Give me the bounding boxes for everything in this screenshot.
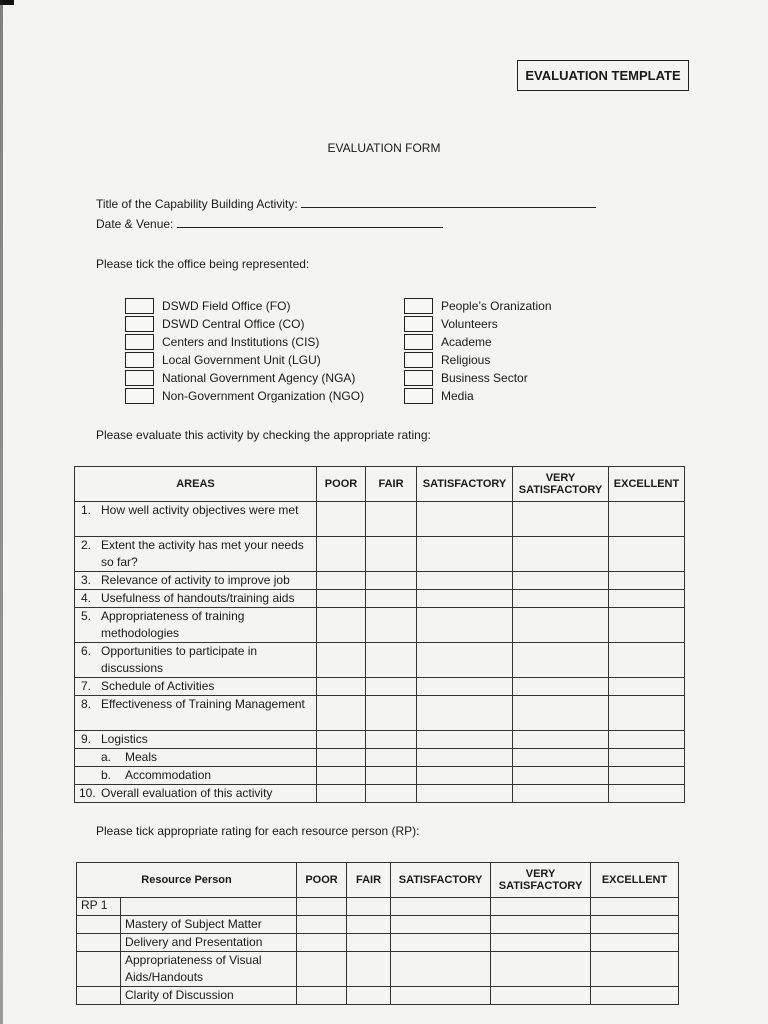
rp-header-very-satisfactory: VERY SATISFACTORY <box>491 863 591 898</box>
rp-rating-checkbox-cell[interactable] <box>391 934 491 952</box>
rating-checkbox-cell[interactable] <box>366 502 417 537</box>
rating-area-cell <box>75 590 317 608</box>
rp-rating-checkbox-cell[interactable] <box>591 952 679 987</box>
office-checkbox[interactable] <box>125 316 154 332</box>
rp-header-fair: FAIR <box>347 863 391 898</box>
rating-checkbox-cell[interactable] <box>417 643 513 678</box>
office-option <box>125 333 364 351</box>
rating-row <box>75 731 685 749</box>
rating-checkbox-cell[interactable] <box>366 749 417 767</box>
rp-empty-cell <box>391 898 491 916</box>
rp-rating-checkbox-cell[interactable] <box>347 916 391 934</box>
rating-table-body <box>75 502 685 803</box>
area-label: Relevance of activity to improve job <box>101 573 290 587</box>
rating-checkbox-cell[interactable] <box>609 696 685 731</box>
office-checkbox[interactable] <box>404 388 433 404</box>
rating-checkbox-cell[interactable] <box>609 590 685 608</box>
rating-area-cell <box>75 572 317 590</box>
rating-row <box>75 590 685 608</box>
rp-criterion-row <box>77 934 679 952</box>
rating-area-cell <box>75 678 317 696</box>
office-checkbox[interactable] <box>125 352 154 368</box>
office-checkbox[interactable] <box>125 334 154 350</box>
area-number: 9. <box>81 732 92 746</box>
area-label: Overall evaluation of this activity <box>101 786 273 800</box>
rating-checkbox-cell[interactable] <box>609 572 685 590</box>
rp-empty-cell <box>491 898 591 916</box>
area-number: 10. <box>79 786 96 800</box>
date-venue-blank[interactable] <box>177 215 443 228</box>
rating-checkbox-cell[interactable] <box>317 767 366 785</box>
rating-row <box>75 572 685 590</box>
rating-row <box>75 696 685 731</box>
area-label: How well activity objectives were met <box>101 503 299 517</box>
rating-checkbox-cell[interactable] <box>417 749 513 767</box>
area-number: 6. <box>81 644 92 658</box>
rp-rating-checkbox-cell[interactable] <box>391 952 491 987</box>
office-option <box>404 333 552 351</box>
area-number: 8. <box>81 697 92 711</box>
rating-checkbox-cell[interactable] <box>417 572 513 590</box>
office-option <box>125 351 364 369</box>
header-excellent: EXCELLENT <box>609 467 685 502</box>
rating-checkbox-cell[interactable] <box>317 537 366 572</box>
rating-checkbox-cell[interactable] <box>513 643 609 678</box>
rating-area-cell <box>75 696 317 731</box>
area-number: b. <box>101 768 112 782</box>
rating-instruction: Please evaluate this activity by checking the appropriate rating: <box>96 428 431 442</box>
rating-row <box>75 678 685 696</box>
rating-checkbox-cell[interactable] <box>513 608 609 643</box>
office-list-left <box>125 297 364 405</box>
office-option-label: DSWD Field Office (FO) <box>162 299 291 313</box>
rp-indent-cell <box>77 934 121 952</box>
rating-checkbox-cell[interactable] <box>609 537 685 572</box>
rating-checkbox-cell[interactable] <box>513 696 609 731</box>
rating-checkbox-cell[interactable] <box>366 678 417 696</box>
area-label: Effectiveness of Training Management <box>101 697 305 711</box>
rating-checkbox-cell[interactable] <box>513 590 609 608</box>
rating-checkbox-cell[interactable] <box>366 572 417 590</box>
office-checkbox[interactable] <box>125 370 154 386</box>
rating-checkbox-cell[interactable] <box>609 643 685 678</box>
rating-checkbox-cell[interactable] <box>417 590 513 608</box>
rating-checkbox-cell[interactable] <box>417 731 513 749</box>
rp-table-body <box>77 898 679 1005</box>
rating-area-cell <box>75 749 317 767</box>
office-option <box>404 351 552 369</box>
rating-checkbox-cell[interactable] <box>317 590 366 608</box>
rating-table-header <box>75 467 685 502</box>
rp-criterion-label: Clarity of Discussion <box>121 987 297 1005</box>
rating-checkbox-cell[interactable] <box>317 643 366 678</box>
rating-checkbox-cell[interactable] <box>513 678 609 696</box>
area-number: a. <box>101 750 112 764</box>
resource-person-table <box>76 862 679 1005</box>
rating-checkbox-cell[interactable] <box>366 696 417 731</box>
rp-rating-checkbox-cell[interactable] <box>491 987 591 1005</box>
office-option-label: National Government Agency (NGA) <box>162 371 356 385</box>
area-label: Appropriateness of training methodologies <box>101 609 245 640</box>
rp-criterion-row <box>77 916 679 934</box>
header-areas: AREAS <box>75 467 317 502</box>
office-checkbox[interactable] <box>404 316 433 332</box>
area-label: Meals <box>125 750 158 764</box>
header-resource-person: Resource Person <box>77 863 297 898</box>
rating-checkbox-cell[interactable] <box>317 502 366 537</box>
rp-indent-cell <box>77 916 121 934</box>
rp-empty-cell <box>297 898 347 916</box>
rating-checkbox-cell[interactable] <box>366 608 417 643</box>
office-checkbox[interactable] <box>404 334 433 350</box>
rating-checkbox-cell[interactable] <box>513 537 609 572</box>
rating-row <box>75 537 685 572</box>
rp-header-poor: POOR <box>297 863 347 898</box>
activity-title-label: Title of the Capability Building Activity: <box>96 197 298 211</box>
rp-criterion-label: Delivery and Presentation <box>121 934 297 952</box>
rating-checkbox-cell[interactable] <box>317 696 366 731</box>
office-option-label: DSWD Central Office (CO) <box>162 317 305 331</box>
area-number: 5. <box>81 609 92 623</box>
office-option <box>404 387 552 405</box>
rp-rating-checkbox-cell[interactable] <box>591 934 679 952</box>
rp-rating-checkbox-cell[interactable] <box>297 916 347 934</box>
rating-checkbox-cell[interactable] <box>417 537 513 572</box>
rp-rating-checkbox-cell[interactable] <box>491 916 591 934</box>
office-instruction: Please tick the office being represented: <box>96 257 310 271</box>
rating-checkbox-cell[interactable] <box>317 749 366 767</box>
rating-checkbox-cell[interactable] <box>609 767 685 785</box>
office-option <box>404 297 552 315</box>
office-option-label: Centers and Institutions (CIS) <box>162 335 320 349</box>
rating-checkbox-cell[interactable] <box>366 643 417 678</box>
rating-area-cell <box>75 608 317 643</box>
office-option-label: Religious <box>441 353 491 367</box>
area-label: Logistics <box>101 732 148 746</box>
rating-checkbox-cell[interactable] <box>366 731 417 749</box>
rating-row <box>75 785 685 803</box>
activity-rating-table <box>74 466 685 803</box>
rating-checkbox-cell[interactable] <box>417 767 513 785</box>
rating-area-cell <box>75 537 317 572</box>
rating-row <box>75 767 685 785</box>
area-label: Schedule of Activities <box>101 679 215 693</box>
header-poor: POOR <box>317 467 366 502</box>
area-label: Opportunities to participate in discussions <box>101 644 258 675</box>
rating-checkbox-cell[interactable] <box>317 785 366 803</box>
rp-rating-checkbox-cell[interactable] <box>491 934 591 952</box>
rating-checkbox-cell[interactable] <box>366 590 417 608</box>
area-label: Extent the activity has met your needs so far? <box>101 538 304 569</box>
area-label: Usefulness of handouts/training aids <box>101 591 295 605</box>
rating-checkbox-cell[interactable] <box>317 731 366 749</box>
rp-name-cell[interactable] <box>121 898 297 916</box>
form-title: EVALUATION FORM <box>327 141 441 155</box>
rp-instruction: Please tick appropriate rating for each resource person (RP): <box>96 824 420 838</box>
rp-label-cell: RP 1 <box>77 898 121 916</box>
rating-checkbox-cell[interactable] <box>417 608 513 643</box>
rating-area-cell <box>75 643 317 678</box>
rp-rating-checkbox-cell[interactable] <box>591 987 679 1005</box>
area-number: 4. <box>81 591 92 605</box>
rating-area-cell <box>75 731 317 749</box>
rp-rating-checkbox-cell[interactable] <box>297 952 347 987</box>
rating-row <box>75 608 685 643</box>
rp-rating-checkbox-cell[interactable] <box>391 987 491 1005</box>
header-fair: FAIR <box>366 467 417 502</box>
activity-title-blank[interactable] <box>301 195 596 208</box>
date-venue-field <box>96 215 443 231</box>
office-option <box>125 369 364 387</box>
area-number: 1. <box>81 503 92 517</box>
rp-criterion-label: Mastery of Subject Matter <box>121 916 297 934</box>
rp-criterion-row <box>77 987 679 1005</box>
rating-checkbox-cell[interactable] <box>609 749 685 767</box>
rating-area-cell <box>75 502 317 537</box>
office-option-label: Non-Government Organization (NGO) <box>162 389 365 403</box>
rating-checkbox-cell[interactable] <box>317 608 366 643</box>
office-checkbox[interactable] <box>125 388 154 404</box>
office-option <box>125 297 364 315</box>
rating-checkbox-cell[interactable] <box>417 785 513 803</box>
rating-row <box>75 502 685 537</box>
rating-checkbox-cell[interactable] <box>417 502 513 537</box>
rp-rating-checkbox-cell[interactable] <box>591 916 679 934</box>
office-option <box>125 315 364 333</box>
office-checkbox[interactable] <box>404 352 433 368</box>
rating-checkbox-cell[interactable] <box>317 678 366 696</box>
rp-rating-checkbox-cell[interactable] <box>297 934 347 952</box>
rp-rating-checkbox-cell[interactable] <box>347 952 391 987</box>
date-venue-label: Date & Venue: <box>96 217 174 231</box>
rp-row <box>77 898 679 916</box>
rp-rating-checkbox-cell[interactable] <box>297 987 347 1005</box>
rp-table-header <box>77 863 679 898</box>
rating-checkbox-cell[interactable] <box>513 731 609 749</box>
rating-checkbox-cell[interactable] <box>513 502 609 537</box>
rp-rating-checkbox-cell[interactable] <box>391 916 491 934</box>
rating-checkbox-cell[interactable] <box>609 608 685 643</box>
rating-checkbox-cell[interactable] <box>513 785 609 803</box>
rp-criterion-row <box>77 952 679 987</box>
office-checkbox[interactable] <box>404 298 433 314</box>
office-option <box>404 369 552 387</box>
rating-checkbox-cell[interactable] <box>513 749 609 767</box>
rp-header-excellent: EXCELLENT <box>591 863 679 898</box>
template-label-box: EVALUATION TEMPLATE <box>517 60 689 91</box>
rp-header-satisfactory: SATISFACTORY <box>391 863 491 898</box>
rating-checkbox-cell[interactable] <box>513 572 609 590</box>
office-option-label: Academe <box>441 335 492 349</box>
rating-checkbox-cell[interactable] <box>609 785 685 803</box>
office-list-right <box>404 297 552 405</box>
office-option-label: Volunteers <box>441 317 498 331</box>
rating-checkbox-cell[interactable] <box>366 767 417 785</box>
office-checkbox[interactable] <box>404 370 433 386</box>
rating-area-cell <box>75 767 317 785</box>
rp-rating-checkbox-cell[interactable] <box>347 987 391 1005</box>
rating-area-cell <box>75 785 317 803</box>
rating-checkbox-cell[interactable] <box>366 785 417 803</box>
rating-row <box>75 643 685 678</box>
rp-indent-cell <box>77 987 121 1005</box>
rating-row <box>75 749 685 767</box>
area-label: Accommodation <box>125 768 212 782</box>
rp-empty-cell <box>347 898 391 916</box>
rating-checkbox-cell[interactable] <box>513 767 609 785</box>
office-option-label: Business Sector <box>441 371 528 385</box>
office-checkbox[interactable] <box>125 298 154 314</box>
rating-checkbox-cell[interactable] <box>417 696 513 731</box>
area-number: 2. <box>81 538 92 552</box>
area-number: 3. <box>81 573 92 587</box>
office-option <box>404 315 552 333</box>
rating-checkbox-cell[interactable] <box>417 678 513 696</box>
rp-rating-checkbox-cell[interactable] <box>347 934 391 952</box>
header-very-satisfactory: VERY SATISFACTORY <box>513 467 609 502</box>
rating-checkbox-cell[interactable] <box>317 572 366 590</box>
rp-empty-cell <box>591 898 679 916</box>
header-satisfactory: SATISFACTORY <box>417 467 513 502</box>
rating-checkbox-cell[interactable] <box>609 731 685 749</box>
office-option-label: Media <box>441 389 474 403</box>
office-option <box>125 387 364 405</box>
rp-indent-cell <box>77 952 121 987</box>
activity-title-field <box>96 195 596 211</box>
rp-criterion-label: Appropriateness of Visual Aids/Handouts <box>121 952 297 987</box>
office-option-label: Local Government Unit (LGU) <box>162 353 321 367</box>
office-option-label: People’s Oranization <box>441 299 552 313</box>
area-number: 7. <box>81 679 92 693</box>
rating-checkbox-cell[interactable] <box>609 502 685 537</box>
rating-checkbox-cell[interactable] <box>366 537 417 572</box>
rating-checkbox-cell[interactable] <box>609 678 685 696</box>
rp-rating-checkbox-cell[interactable] <box>491 952 591 987</box>
